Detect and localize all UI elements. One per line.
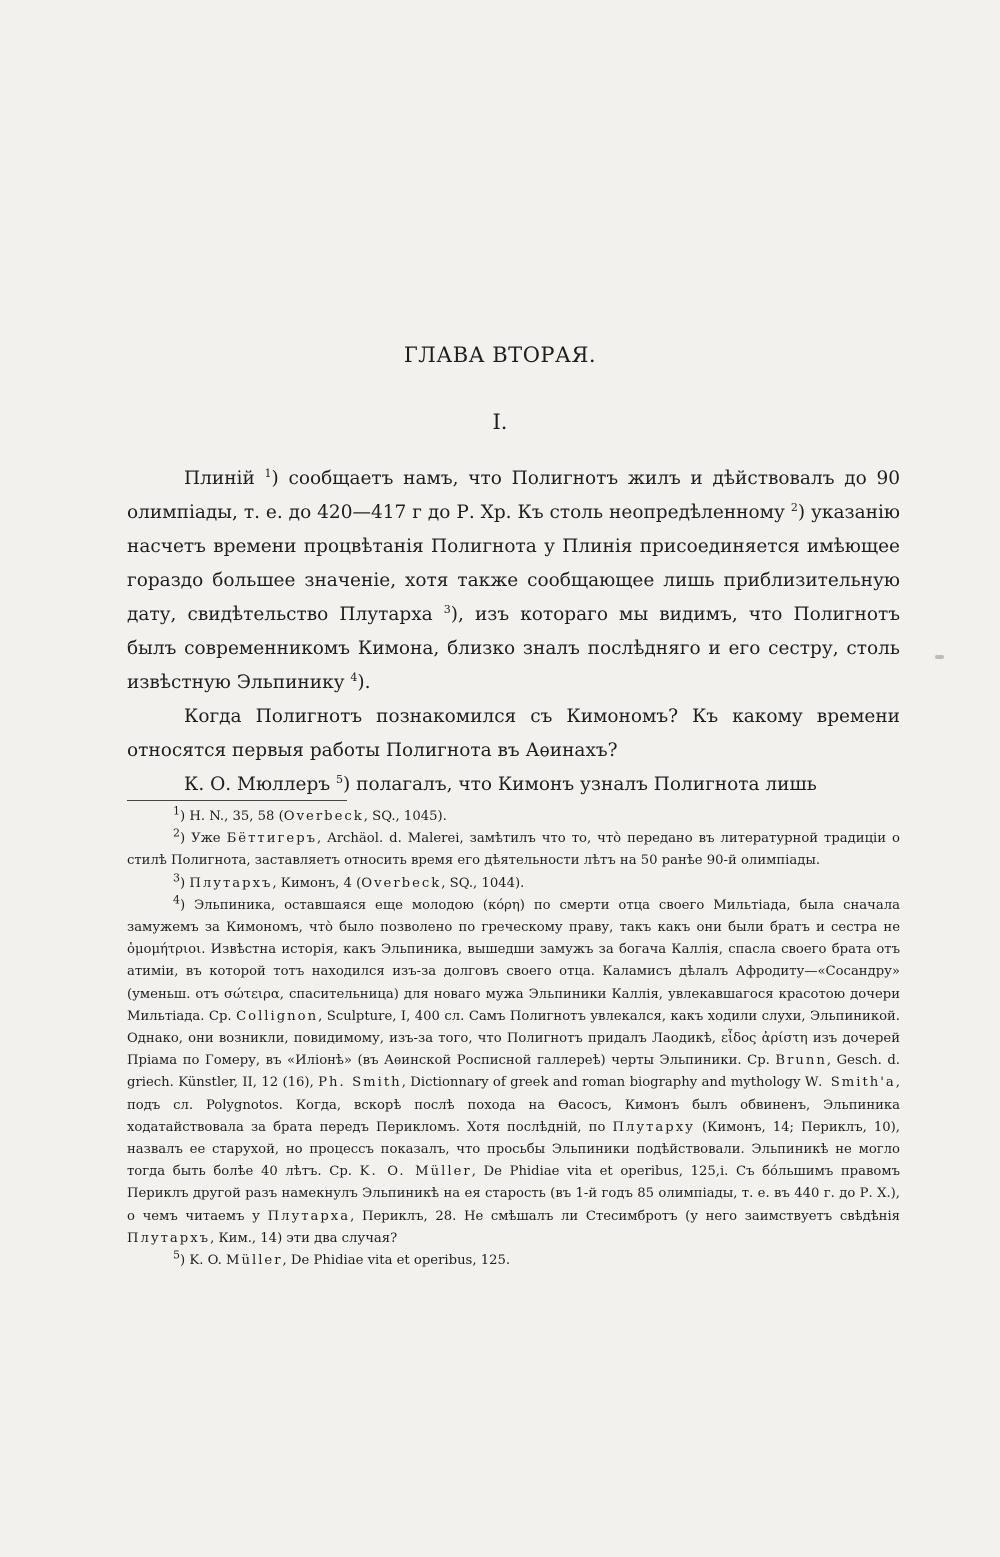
footnote-ref: 1 [264,466,272,480]
footnote-3: $^3$) Плутархъ, Кимонъ, 4 (Overbeck, SQ., 1044). [173,871,525,891]
footnote-ref: 3 [443,602,451,616]
section-number: I. [492,410,508,434]
paper-speck [935,655,944,659]
footnote-2: $^2$) Уже Бёттигеръ, Archäol. d. Malerei, замѣтилъ что то, что̀ передано въ литературной традиціи о стилѣ Полигнота, заставляетъ относить время его дѣятельности лѣтъ на 50 ранѣе 90-й олимпіады. [127,826,900,869]
paragraph-3: К. О. Мюллеръ $^5$) полагалъ, что Кимонъ узналъ Полигнота лишь [184,772,817,795]
paragraph-2: Когда Полигнотъ познакомился съ Кимономъ? Къ какому времени относятся первыя работы Полигнота въ Аѳинахъ? [127,706,900,761]
footnote-ref: 5 [336,772,344,786]
footnote-1: $^1$) H. N., 35, 58 (Overbeck, SQ., 1045). [173,804,447,824]
footnote-ref: 2 [790,500,798,514]
footnote-4: $^4$) Эльпиника, оставшаяся еще молодою (κόρη) по смерти отца своего Мильтіада, была сначала замужемъ за Кимономъ, что̀ было позволено по греческому праву, такъ какъ они были братъ и сестра не ὁμομήτριοι. Извѣстна исторія, какъ Эльпиника, вышедши замужъ за богача Каллія, спасла своего брата отъ атиміи, въ которой тотъ находился изъ-за долговъ своего отца. Каламисъ дѣлалъ Афродиту—«Сосандру» (уменьш. отъ σώτειρα, спасительница) для новаго мужа Эльпиники Каллія, увлекавшагося красотою дочери Мильтіада. Ср. Collignon, Sculpture, I, 400 сл. Самъ Полигнотъ увлекался, какъ ходили слухи, Эльпиникой. Однако, они возникли, повидимому, изъ-за того, что Полигнотъ придалъ Лаодикѣ, εἶδος ἀρίστη изъ дочерей Пріама по Гомеру, въ «Иліонѣ» (въ Аѳинской Росписной галлереѣ) черты Эльпиники. Ср. Brunn, Gesch. d. griech. Künstler, II, 12 (16), Ph. Smith, Dictionnary of greek and roman biography and mythology W. Smith'a, подъ сл. Polygnotos. Когда, вскорѣ послѣ похода на Ѳасосъ, Кимонъ былъ обвиненъ, Эльпиника ходатайствовала за брата передъ Перикломъ. Хотя послѣдній, по Плутарху (Кимонъ, 14; Периклъ, 10), назвалъ ее старухой, но процессъ показалъ, что просьбы Эльпиники подѣйствовали. Эльпиникѣ не могло тогда быть болѣе 40 лѣтъ. Ср. K. O. Müller, De Phidiae vita et operibus, 125,i. Съ бо́льшимъ правомъ Периклъ другой разъ намекнулъ Эльпиникѣ на ея старость (въ 1-й годъ 85 олимпіады, т. е. въ 440 г. до Р. Х.), о чемъ читаемъ у Плутарха, Периклъ, 28. Не смѣшалъ ли Стесимбротъ (у него заимствуетъ свѣдѣнія Плутархъ, Ким., 14) эти два случая? [127,893,901,1246]
paragraph-1: Плиній $^1$) сообщаетъ намъ, что Полигнотъ жилъ и дѣйствовалъ до 90 олимпіады, т. е. до 420—417 г до Р. Хр. Къ столь неопредѣленному $^2$) указанію насчетъ времени процвѣтанія Полигнота у Плинія присоединяется имѣющее гораздо большее значеніе, хотя также сообщающее лишь приблизительную дату, свидѣтельство Плутарха $^3$), изъ котораго мы видимъ, что Полигнотъ былъ современникомъ Кимона, близко зналъ послѣдняго и его сестру, столь извѣстную Эльпинику $^4$). [127,466,900,693]
chapter-title: ГЛАВА ВТОРАЯ. [403,343,597,367]
footnotes [127,806,900,1272]
footnote-rule [127,800,347,801]
main-text [127,462,900,802]
footnote-ref: 4 [350,670,358,684]
footnote-5: $^5$) K. O. Müller, De Phidiae vita et operibus, 125. [173,1248,511,1269]
